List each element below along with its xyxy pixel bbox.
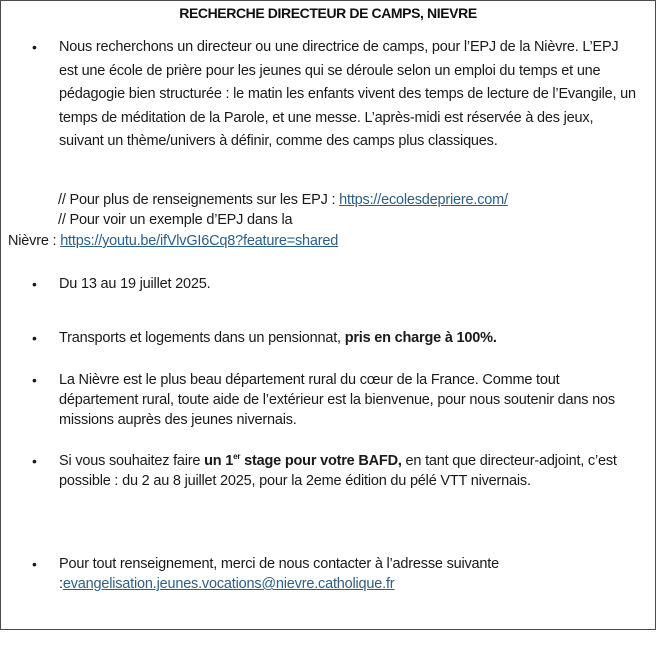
video-line-2 xyxy=(8,232,338,250)
dates-text: Du 13 au 19 juillet 2025. xyxy=(59,276,211,292)
intro-text: Nous recherchons un directeur ou une directrice de camps, pour l’EPJ de la Nièvre. L’EPJ est une école de prière pour les jeunes qui se déroule selon un emploi du temps et une pédagogie bien structurée : le matin les enfants vivent des temps de lecture de l’Evangile, un temps de méditation de la Parole, et une messe. L’après-midi est réservée à des jeux, suivant un thème/univers à définir, comme des camps plus classiques. xyxy=(59,39,636,149)
transport-text: Transports et logements dans un pensionnat, xyxy=(59,330,345,346)
bafd-bold-b: stage pour votre BAFD, xyxy=(240,453,402,469)
list-item-transport xyxy=(59,327,639,351)
info-line xyxy=(58,191,508,209)
bafd-sup: er xyxy=(233,452,241,462)
list-item-contact xyxy=(59,554,639,594)
list-item-bafd xyxy=(59,451,639,491)
contact-email-link[interactable]: evangelisation.jeunes.vocations@nievre.catholique.fr xyxy=(62,576,395,592)
info-prefix: // Pour plus de renseignements sur les EPJ : xyxy=(58,192,340,208)
bafd-bold-a: un 1 xyxy=(204,453,234,469)
list-item-dates xyxy=(59,273,639,297)
contact-prefix: Pour tout renseignement, merci de nous contacter à l’adresse suivante : xyxy=(59,556,499,592)
bafd-prefix: Si vous souhaitez faire xyxy=(59,453,205,469)
list-item-intro xyxy=(59,36,639,154)
list-item-nievre xyxy=(59,370,639,430)
youtube-video-link[interactable]: https://youtu.be/ifVlvGI6Cq8?feature=shared xyxy=(60,233,339,249)
page-title: RECHERCHE DIRECTEUR DE CAMPS, NIEVRE xyxy=(179,5,477,21)
video-line-1: // Pour voir un exemple d’EPJ dans la xyxy=(58,212,293,228)
transport-bold: pris en charge à 100%. xyxy=(344,330,497,346)
bafd-suffix: en tant que directeur-adjoint, c’est possible : du 2 au 8 juillet 2025, pour la 2eme édition du pélé VTT nivernais. xyxy=(59,453,617,489)
video-prefix: Nièvre : xyxy=(8,233,61,249)
epj-website-link[interactable]: https://ecolesdepriere.com/ xyxy=(339,192,508,208)
nievre-text: La Nièvre est le plus beau département rural du cœur de la France. Comme tout département rural, toute aide de l’extérieur est la bienvenue, pour nous soutenir dans nos missions auprès des jeunes nivernais. xyxy=(59,372,615,428)
